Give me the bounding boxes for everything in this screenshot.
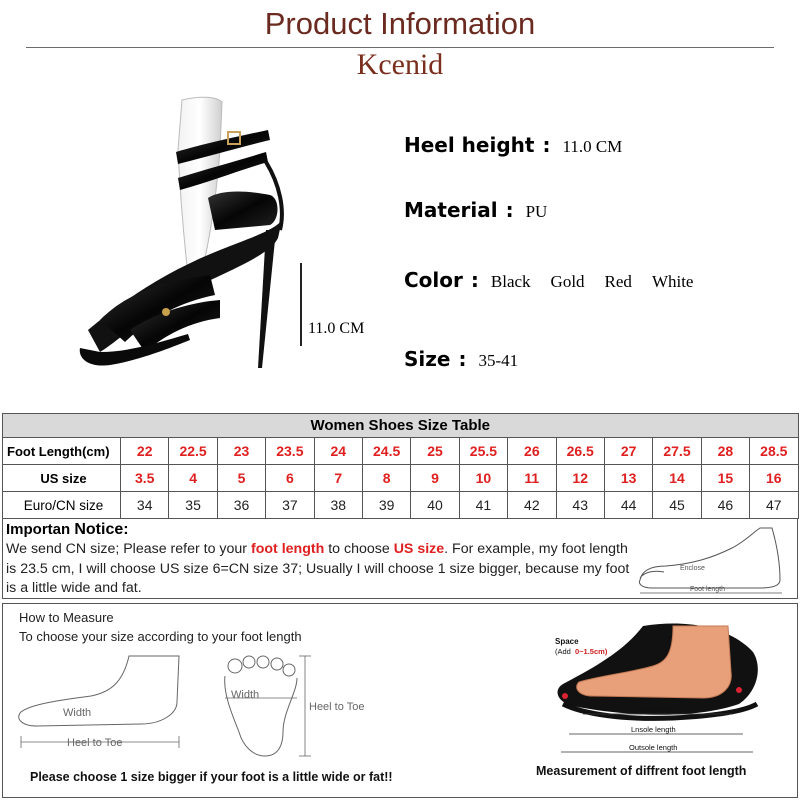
foot-length-cell: 28.5 xyxy=(750,438,798,465)
foot-length-cell: 26 xyxy=(508,438,556,465)
row-label: Foot Length(cm) xyxy=(3,438,121,465)
euro-cn-size-cell: 42 xyxy=(508,492,556,519)
us-size-cell: 10 xyxy=(459,465,507,492)
euro-cn-size-cell: 41 xyxy=(459,492,507,519)
us-size-cell: 12 xyxy=(556,465,604,492)
color-option: Gold xyxy=(550,272,585,291)
us-size-cell: 5 xyxy=(217,465,265,492)
euro-cn-size-cell: 39 xyxy=(362,492,410,519)
euro-cn-size-cell: 35 xyxy=(169,492,217,519)
foot-length-row xyxy=(3,438,799,465)
us-size-cell: 11 xyxy=(508,465,556,492)
spec-material xyxy=(404,198,547,222)
foot-length-label: Foot length xyxy=(690,586,726,593)
foot-length-cell: 22.5 xyxy=(169,438,217,465)
heel-height-callout: 11.0 CM xyxy=(308,320,365,337)
us-size-cell: 15 xyxy=(701,465,749,492)
notice-text xyxy=(6,540,631,599)
euro-cn-size-cell: 37 xyxy=(266,492,314,519)
space-range-label: 0~1.5cm) xyxy=(575,647,608,656)
us-size-cell: 16 xyxy=(750,465,798,492)
spec-label: Size xyxy=(404,347,451,371)
notice-text-part: We send CN size; Please refer to your xyxy=(6,541,251,557)
color-option: Red xyxy=(604,272,632,291)
foot-length-cell: 22 xyxy=(121,438,169,465)
notice-title-a: Importan xyxy=(6,521,71,538)
foot-length-cell: 28 xyxy=(701,438,749,465)
us-size-cell: 9 xyxy=(411,465,459,492)
insole-length-label: Lnsole length xyxy=(631,725,676,734)
spec-value: 11.0 CM xyxy=(562,137,623,156)
notice-highlight: US size xyxy=(393,541,445,557)
spec-heel-height xyxy=(404,133,622,157)
space-add-label: (Add xyxy=(555,647,571,656)
us-size-cell: 4 xyxy=(169,465,217,492)
foot-length-cell: 27 xyxy=(604,438,652,465)
us-size-cell: 6 xyxy=(266,465,314,492)
measure-title: How to Measure xyxy=(19,610,114,625)
euro-cn-size-cell: 40 xyxy=(411,492,459,519)
width-label: Width xyxy=(231,689,260,701)
spec-colon: : xyxy=(505,198,514,222)
foot-in-shoe-diagram xyxy=(543,612,779,762)
spec-value: PU xyxy=(525,202,548,221)
notice-title xyxy=(6,521,129,539)
how-to-measure-panel xyxy=(2,603,798,798)
foot-length-cell: 25 xyxy=(411,438,459,465)
foot-length-cell: 24 xyxy=(314,438,362,465)
foot-length-cell: 23 xyxy=(217,438,265,465)
spec-label: Color xyxy=(404,268,463,292)
page-title: Product Information xyxy=(264,6,536,41)
sandal-product-image xyxy=(70,90,310,380)
euro-cn-size-cell: 45 xyxy=(653,492,701,519)
size-table-title: Women Shoes Size Table xyxy=(3,414,799,438)
us-size-cell: 3.5 xyxy=(121,465,169,492)
measure-subtitle: To choose your size according to your foot length xyxy=(19,629,302,644)
us-size-row xyxy=(3,465,799,492)
side-foot-diagram xyxy=(11,652,191,752)
row-label: US size xyxy=(3,465,121,492)
foot-length-cell: 23.5 xyxy=(266,438,314,465)
spec-color xyxy=(404,268,693,292)
foot-length-cell: 24.5 xyxy=(362,438,410,465)
us-size-cell: 8 xyxy=(362,465,410,492)
foot-length-label: Foot length xyxy=(639,705,677,714)
foot-length-cell: 26.5 xyxy=(556,438,604,465)
heel-height-indicator xyxy=(300,263,302,346)
heel-to-toe-label: Heel to Toe xyxy=(309,701,365,713)
size-table xyxy=(2,413,799,519)
enclose-label: Enclose xyxy=(680,565,705,572)
notice-text-part: to choose xyxy=(324,541,394,557)
outsole-length-label: Outsole length xyxy=(629,743,678,752)
diagram-caption: Measurement of diffrent foot length xyxy=(536,764,747,778)
spec-label: Heel height xyxy=(404,133,535,157)
spec-size xyxy=(404,347,518,371)
us-size-cell: 7 xyxy=(314,465,362,492)
spec-colon: : xyxy=(458,347,467,371)
notice-text-part: . For example, my foot length is 23.5 cm, I will choose US size 6=CN size 37; Usually I will choose 1 size bigger, because my foot is a little wide and fat. xyxy=(6,541,630,596)
notice-title-b: Notice: xyxy=(74,521,129,538)
row-label: Euro/CN size xyxy=(3,492,121,519)
euro-cn-size-row xyxy=(3,492,799,519)
heel-to-toe-label: Heel to Toe xyxy=(67,737,123,749)
euro-cn-size-cell: 43 xyxy=(556,492,604,519)
euro-cn-size-cell: 44 xyxy=(604,492,652,519)
us-size-cell: 14 xyxy=(653,465,701,492)
euro-cn-size-cell: 38 xyxy=(314,492,362,519)
spec-value: 35-41 xyxy=(478,351,519,370)
us-size-cell: 13 xyxy=(604,465,652,492)
euro-cn-size-cell: 46 xyxy=(701,492,749,519)
width-label: Width xyxy=(63,707,92,719)
top-foot-diagram xyxy=(213,652,413,762)
sizing-advice: Please choose 1 size bigger if your foot is a little wide or fat!! xyxy=(30,770,393,784)
foot-length-diagram xyxy=(632,522,792,598)
spec-colon: : xyxy=(470,268,479,292)
color-option: Black xyxy=(490,272,531,291)
foot-length-cell: 25.5 xyxy=(459,438,507,465)
space-label: Space xyxy=(555,637,579,646)
color-option: White xyxy=(651,272,694,291)
euro-cn-size-cell: 47 xyxy=(750,492,798,519)
brand-name: Kcenid xyxy=(356,48,444,81)
foot-length-cell: 27.5 xyxy=(653,438,701,465)
spec-colon: : xyxy=(542,133,551,157)
euro-cn-size-cell: 36 xyxy=(217,492,265,519)
euro-cn-size-cell: 34 xyxy=(121,492,169,519)
notice-highlight: foot length xyxy=(250,541,325,557)
spec-label: Material xyxy=(404,198,498,222)
